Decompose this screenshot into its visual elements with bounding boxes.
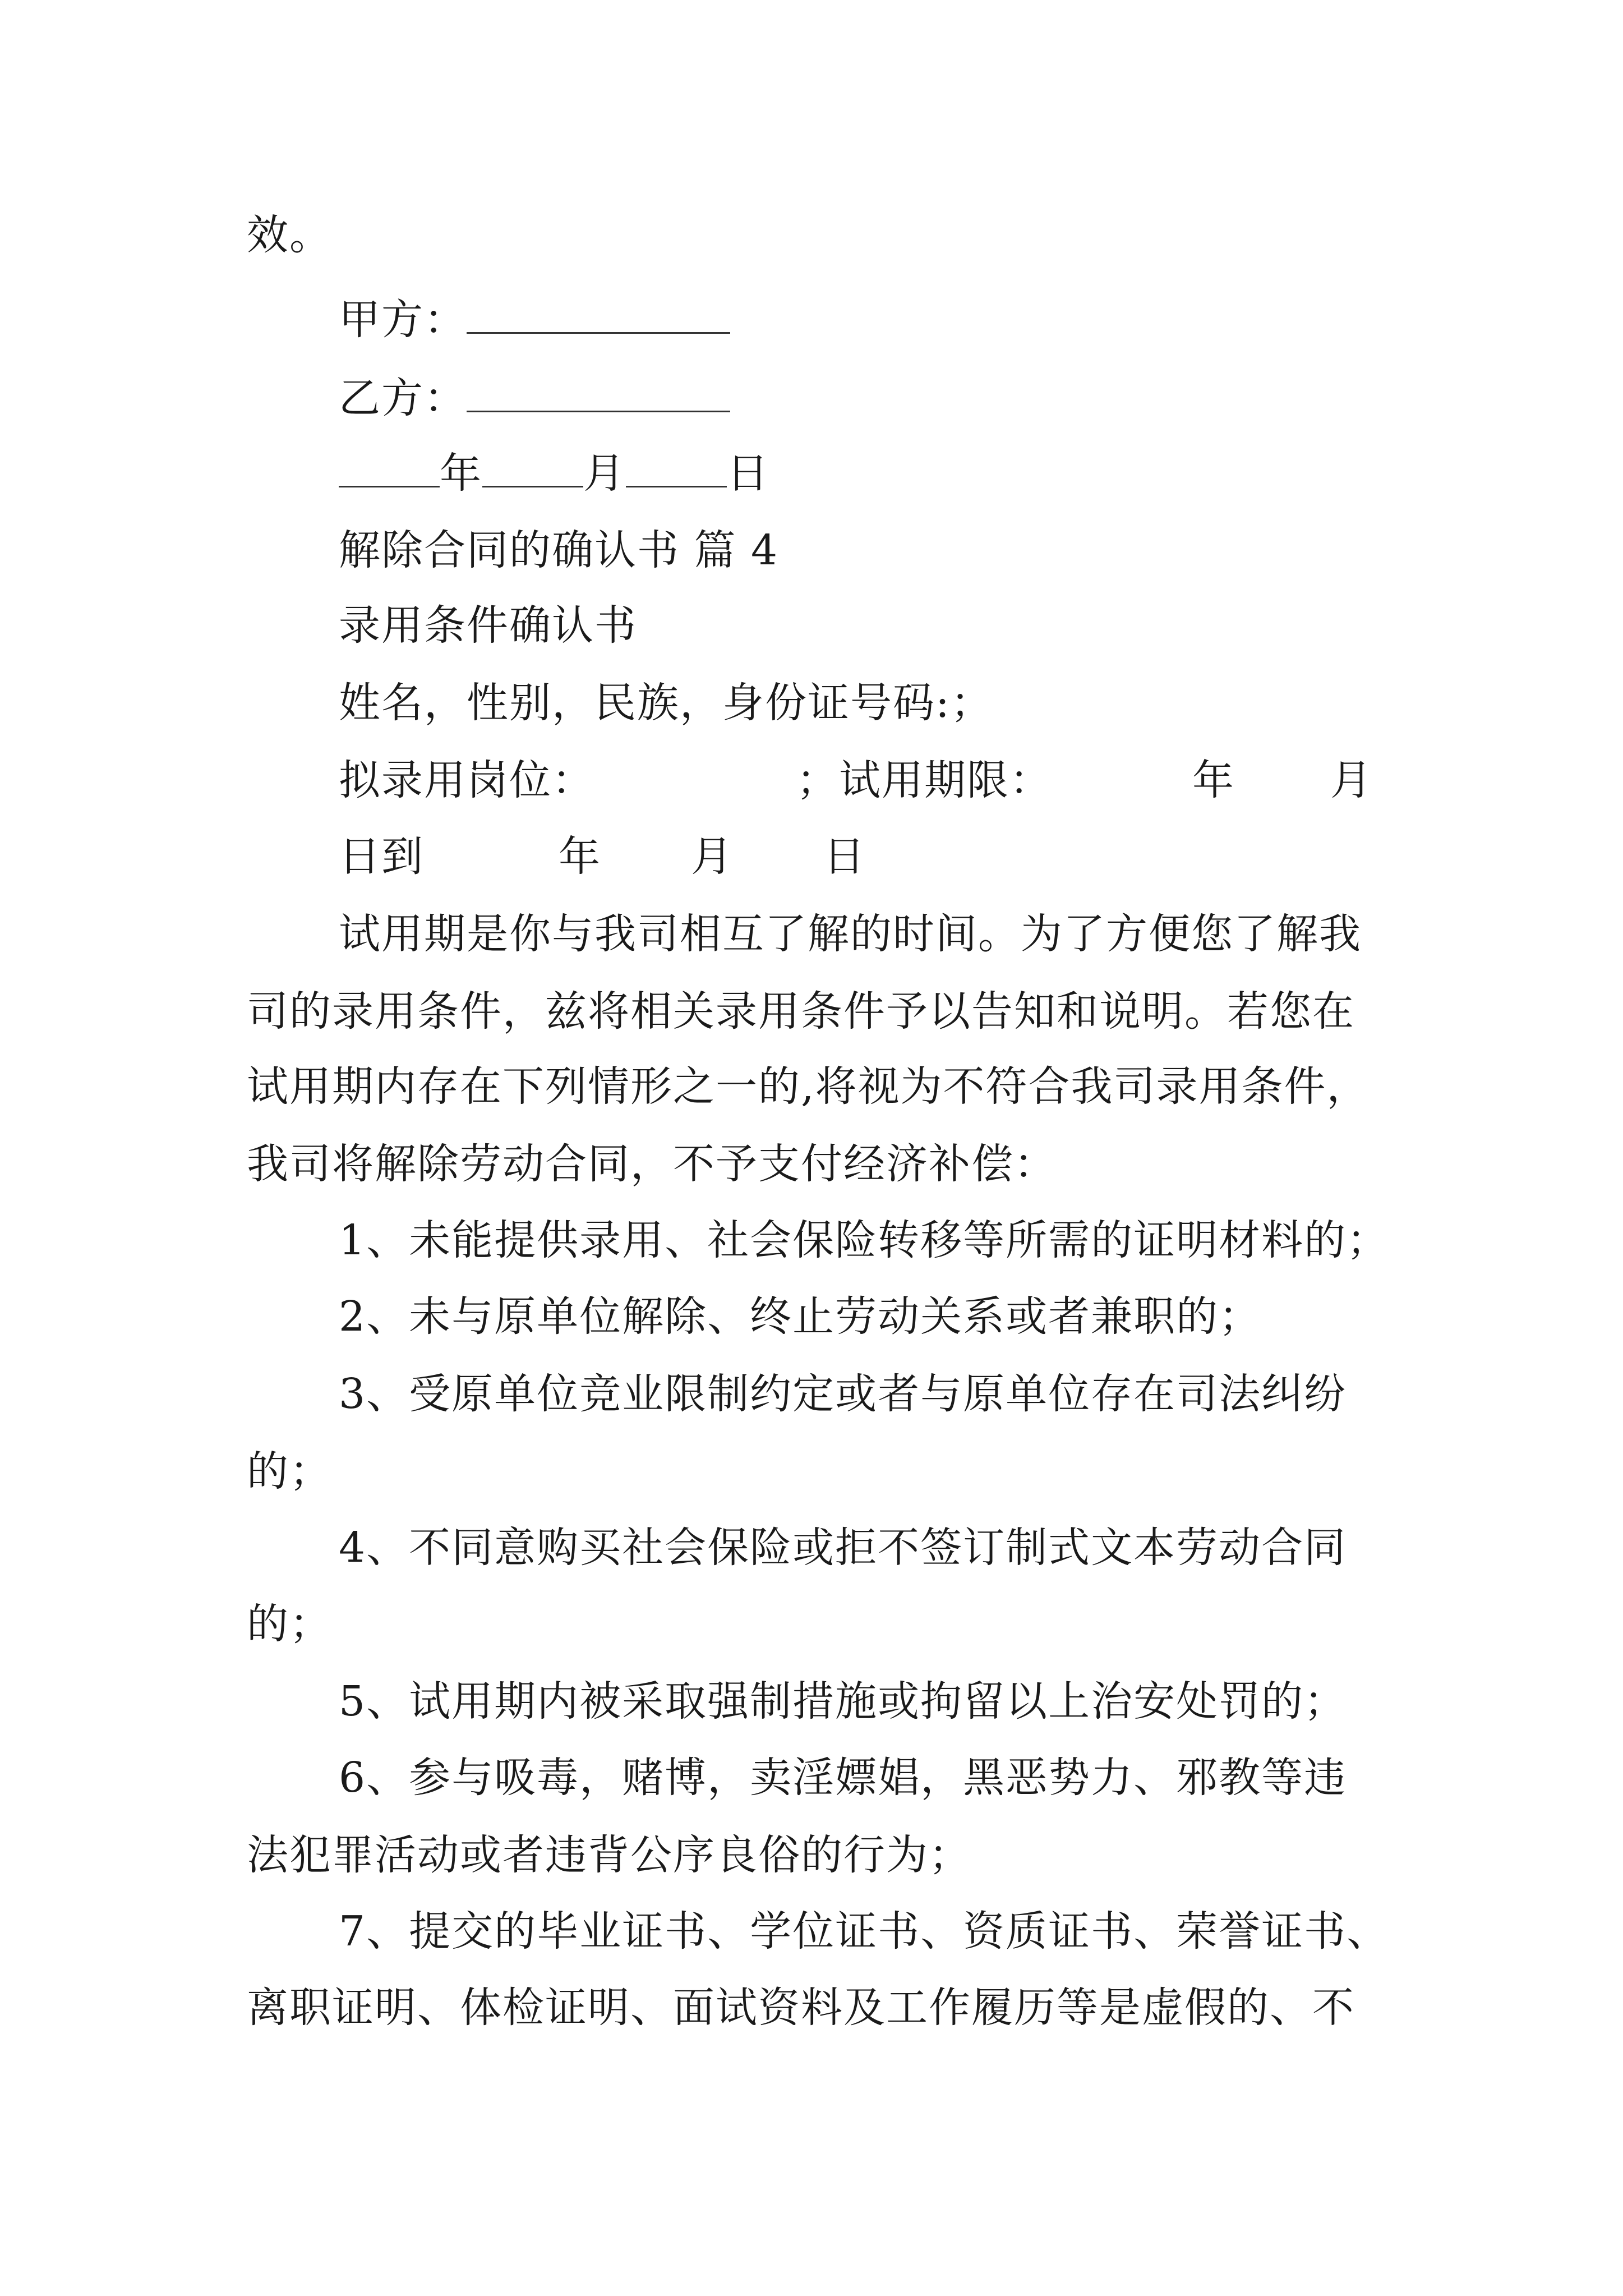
day-blank — [626, 452, 727, 487]
date-day-label: 日 — [727, 449, 769, 498]
party-b-line — [339, 374, 730, 422]
party-b-blank — [467, 377, 730, 412]
list-item-4: 4、不同意购买社会保险或拒不签订制式文本劳动合同 — [339, 1524, 1347, 1572]
paragraph-line: 试用期是你与我司相互了解的时间。为了方便您了解我 — [339, 910, 1362, 958]
list-item-1: 1、未能提供录用、社会保险转移等所需的证明材料的； — [339, 1216, 1390, 1264]
date-line — [339, 449, 769, 498]
document-subtitle: 录用条件确认书 — [339, 601, 637, 650]
position-label: 拟录用岗位： — [339, 756, 594, 804]
party-a-line — [339, 296, 730, 344]
list-item-6: 6、参与吸毒，赌博，卖淫嫖娼，黑恶势力、邪教等违 — [339, 1754, 1347, 1802]
party-b-label: 乙方： — [339, 374, 467, 422]
probation-year: 年 — [1192, 756, 1235, 804]
probation-end-day: 日 — [823, 832, 866, 881]
party-a-blank — [467, 298, 730, 334]
list-item-5: 5、试用期内被采取强制措施或拘留以上治安处罚的； — [339, 1677, 1347, 1726]
probation-label: ；试用期限： — [796, 756, 1052, 804]
paragraph-line: 我司将解除劳动合同，不予支付经济补偿： — [247, 1140, 1057, 1188]
section-title: 解除合同的确认书 篇 4 — [339, 526, 779, 574]
year-blank — [339, 452, 440, 487]
date-month-label: 月 — [583, 449, 626, 498]
party-a-label: 甲方： — [339, 296, 467, 344]
list-item-3-cont: 的； — [247, 1447, 332, 1496]
probation-month: 月 — [1330, 756, 1373, 804]
list-item-2: 2、未与原单位解除、终止劳动关系或者兼职的； — [339, 1292, 1262, 1341]
paragraph-line: 试用期内存在下列情形之一的,将视为不符合我司录用条件， — [247, 1062, 1370, 1111]
probation-end-line — [339, 832, 866, 881]
day-to-label: 日到 — [339, 832, 424, 881]
position-line — [339, 756, 1373, 804]
probation-end-month: 月 — [691, 832, 734, 881]
date-year-label: 年 — [440, 449, 482, 498]
month-blank — [482, 452, 583, 487]
list-item-7: 7、提交的毕业证书、学位证书、资质证书、荣誉证书、 — [339, 1907, 1390, 1955]
list-item-7-cont: 离职证明、体检证明、面试资料及工作履历等是虚假的、不 — [247, 1984, 1355, 2032]
list-item-4-cont: 的； — [247, 1600, 332, 1648]
list-item-3: 3、受原单位竞业限制约定或者与原单位存在司法纠纷 — [339, 1370, 1347, 1418]
probation-end-year: 年 — [559, 832, 601, 881]
list-item-6-cont: 法犯罪活动或者违背公序良俗的行为； — [247, 1831, 971, 1879]
paragraph-line: 司的录用条件，兹将相关录用条件予以告知和说明。若您在 — [247, 987, 1355, 1036]
personal-info-line: 姓名，性别，民族，身份证号码:； — [339, 679, 993, 727]
continuation-line: 效。 — [247, 211, 332, 259]
